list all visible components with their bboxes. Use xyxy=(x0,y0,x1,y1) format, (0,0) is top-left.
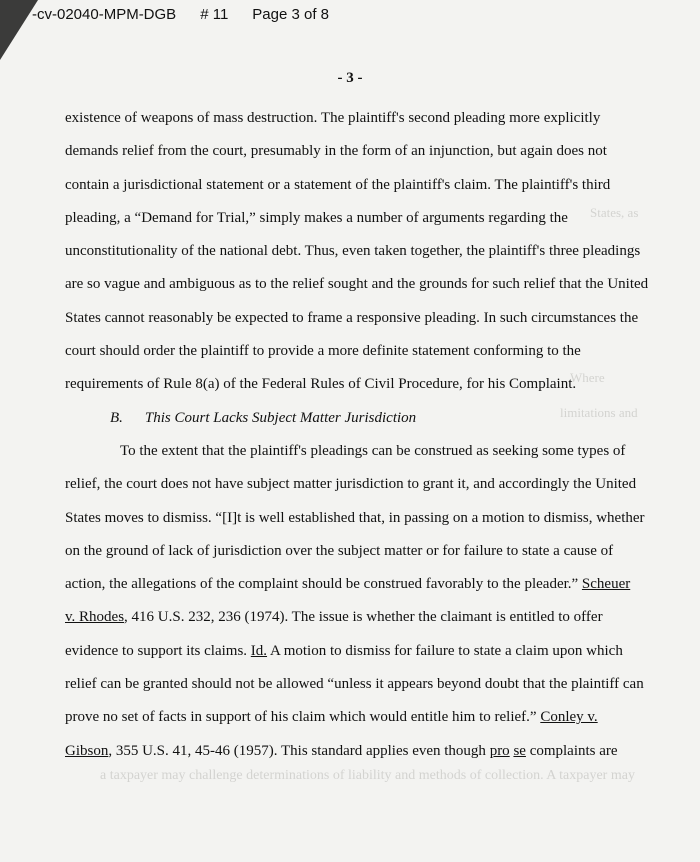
case-citation: Scheuer xyxy=(581,576,631,593)
body-line: States cannot reasonably be expected to frame a responsive pleading. In such circumstances the xyxy=(65,309,639,326)
document-number: # 11 xyxy=(200,6,229,23)
section-letter: B. xyxy=(110,409,123,426)
body-line xyxy=(65,568,635,601)
case-citation: Gibson xyxy=(65,742,109,759)
case-number: -cv-02040-MPM-DGB xyxy=(32,6,177,23)
body-line xyxy=(65,601,635,634)
body-line: unconstitutionality of the national debt. Thus, even taken together, the plaintiff's three pleadings xyxy=(65,243,641,260)
bleed-through-text: States, as xyxy=(590,205,639,220)
body-line xyxy=(65,735,635,768)
bleed-through-text: a taxpayer may challenge determinations of liability and methods of collection. A taxpayer may xyxy=(100,768,635,783)
body-line: are so vague and ambiguous as to the relief sought and the grounds for such relief that the United xyxy=(65,276,649,293)
text-run: evidence to support its claims. xyxy=(65,642,251,659)
section-title: This Court Lacks Subject Matter Jurisdiction xyxy=(144,409,417,426)
body-line: relief can be granted should not be allowed “unless it appears beyond doubt that the plaintiff can xyxy=(65,676,644,693)
body-line xyxy=(65,701,635,734)
bleed-through-text: Where xyxy=(570,370,605,385)
body-line: relief, the court does not have subject matter jurisdiction to grant it, and accordingly the United xyxy=(65,476,637,493)
bleed-through-text: limitations and xyxy=(560,405,638,420)
latin-term: se xyxy=(513,742,526,759)
text-run: action, the allegations of the complaint should be construed favorably to the pleader.” xyxy=(65,576,582,593)
body-line: existence of weapons of mass destruction. The plaintiff's second pleading more explicitly xyxy=(65,110,601,126)
body-line: States moves to dismiss. “[I]t is well established that, in passing on a motion to dismiss, whether xyxy=(65,509,645,526)
section-heading xyxy=(65,402,635,435)
latin-term: pro xyxy=(489,742,510,759)
body-line: requirements of Rule 8(a) of the Federal Rules of Civil Procedure, for his Complaint. xyxy=(65,376,577,393)
court-file-header xyxy=(32,6,353,23)
page-indicator: Page 3 of 8 xyxy=(252,6,330,23)
body-line: pleading, a “Demand for Trial,” simply makes a number of arguments regarding the xyxy=(65,209,568,226)
case-citation: Conley v. xyxy=(540,709,598,726)
body-line: court should order the plaintiff to provide a more definite statement conforming to the xyxy=(65,343,581,360)
page-number: - 3 - xyxy=(337,70,363,86)
body-line: demands relief from the court, presumably in the form of an injunction, but again does not xyxy=(65,143,607,160)
text-run: prove no set of facts in support of his claim which would entitle him to relief.” xyxy=(65,709,541,726)
text-run: complaints are xyxy=(525,742,618,759)
id-citation: Id. xyxy=(250,642,268,659)
document-body xyxy=(65,102,649,768)
text-run: , 355 U.S. 41, 45-46 (1957). This standard applies even though xyxy=(108,742,490,759)
case-citation: v. Rhodes xyxy=(65,609,125,626)
body-line xyxy=(65,635,635,668)
body-line: contain a jurisdictional statement or a statement of the plaintiff's claim. The plaintiff's third xyxy=(65,176,611,193)
body-line: on the ground of lack of jurisdiction over the subject matter or for failure to state a cause of xyxy=(65,542,614,559)
text-run: A motion to dismiss for failure to state a claim upon which xyxy=(267,642,623,659)
text-run: , 416 U.S. 232, 236 (1974). The issue is whether the claimant is entitled to offer xyxy=(124,609,603,626)
body-line: To the extent that the plaintiff's pleadings can be construed as seeking some types of xyxy=(120,442,626,459)
